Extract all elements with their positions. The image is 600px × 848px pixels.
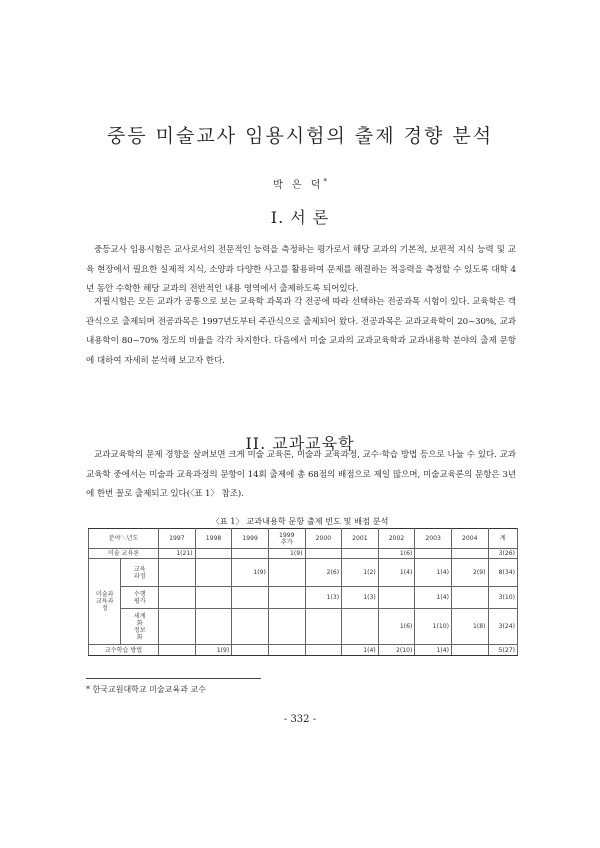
row-label: 교수학습 방법 <box>89 645 159 656</box>
author-footnote-mark: * <box>323 177 327 186</box>
year-header: 2002 <box>378 529 415 549</box>
table-row <box>89 609 518 645</box>
table-cell: 3(24) <box>488 609 517 645</box>
table-cell <box>268 587 305 609</box>
table-cell: 2(6) <box>305 559 342 587</box>
table-cell <box>378 587 415 609</box>
table-cell: 1(9) <box>232 559 269 587</box>
year-header: 1997 <box>159 529 196 549</box>
table-row <box>89 559 518 587</box>
table-cell: 1(3) <box>305 587 342 609</box>
table-cell: 1(4) <box>415 645 452 656</box>
table-cell: 1(3) <box>342 587 379 609</box>
section-heading-pedagogy: II. 교과교육학 <box>245 434 355 453</box>
year-header: 2003 <box>415 529 452 549</box>
section-heading-introduction: I. 서 론 <box>270 208 330 227</box>
table-cell <box>159 609 196 645</box>
table-cell: 1(4) <box>342 645 379 656</box>
table-cell: 5(27) <box>488 645 517 656</box>
table-cell <box>232 587 269 609</box>
table-cell <box>415 549 452 559</box>
table-cell: 1(21) <box>159 549 196 559</box>
row-label: 미술 교육론 <box>89 549 159 559</box>
table-cell <box>305 549 342 559</box>
row-label: 수행 평가 <box>121 587 159 609</box>
table-cell: 1(4) <box>415 587 452 609</box>
paper-title: 중등 미술교사 임용시험의 출제 경향 분석 <box>106 125 494 147</box>
page-number: - 332 - <box>283 714 317 725</box>
table-cell: 8(34) <box>488 559 517 587</box>
table-cell <box>305 609 342 645</box>
footnote: * 한국교원대학교 미술교육과 교수 <box>86 685 206 694</box>
table-cell: 1(4) <box>378 559 415 587</box>
table-cell <box>195 559 232 587</box>
year-header: 2000 <box>305 529 342 549</box>
table-cell <box>159 587 196 609</box>
table-cell: 1(6) <box>378 549 415 559</box>
table-cell <box>195 587 232 609</box>
table-cell: 3(10) <box>488 587 517 609</box>
year-header: 1998 <box>195 529 232 549</box>
table-cell <box>451 587 488 609</box>
table-cell <box>232 609 269 645</box>
total-header: 계 <box>488 529 517 549</box>
table-header-row <box>89 529 518 549</box>
table-cell: 1(2) <box>342 559 379 587</box>
table-row <box>89 587 518 609</box>
year-header: 1999 추가 <box>268 529 305 549</box>
table-row <box>89 645 518 656</box>
author-name: 박 은 덕 <box>273 180 324 191</box>
footnote-rule <box>86 678 261 679</box>
table-cell <box>232 549 269 559</box>
table-cell <box>232 645 269 656</box>
table-cell <box>268 645 305 656</box>
table-cell <box>342 549 379 559</box>
row-label: 세계 화 정보 화 <box>121 609 159 645</box>
table-cell <box>451 645 488 656</box>
table-cell <box>159 645 196 656</box>
table-cell: 2(10) <box>378 645 415 656</box>
year-header: 2001 <box>342 529 379 549</box>
author-line <box>0 176 600 191</box>
table-cell <box>268 559 305 587</box>
row-label: 교육 과정 <box>121 559 159 587</box>
frequency-table <box>88 528 518 656</box>
table-cell: 1(6) <box>378 609 415 645</box>
pedagogy-paragraph-1: 교과교육학의 문제 경향을 살펴보면 크게 미술 교육론, 미술과 교육과정, 교수·학습 방법 등으로 나눌 수 있다. 교과교육학 중에서는 미술과 교육과정의 문항이 14회 출제에 총 68점의 배점으로 제일 많으며, 미술교육론의 문항은 3년에 한번 꼴로 출제되고 있다(〈표 1〉 참조). <box>86 450 516 499</box>
table-cell <box>159 559 196 587</box>
intro-paragraph-2: 지필시험은 모든 교과가 공통으로 보는 교육학 과목과 각 전공에 따라 선택하는 전공과목 시험이 있다. 교육학은 객관식으로 출제되며 전공과목은 1997년도부터 주관식으로 출제되어 왔다. 전공과목은 교과교육학이 20~30%, 교과내용학이 80~70% 정도의 비율을 각각 차지한다. 다음에서 미술 교과의 교과교육학과 교과내용학 분야의 출제 문항에 대하여 자세히 분석해 보고자 한다. <box>86 297 516 366</box>
table-cell <box>305 645 342 656</box>
table-cell <box>342 609 379 645</box>
table-cell: 1(9) <box>268 549 305 559</box>
table-cell: 1(4) <box>415 559 452 587</box>
table-cell: 2(9) <box>451 559 488 587</box>
year-header: 2004 <box>451 529 488 549</box>
table-cell <box>195 549 232 559</box>
table-cell <box>268 609 305 645</box>
group-label: 미술과 교육과 정 <box>89 559 121 645</box>
table-cell: 1(10) <box>415 609 452 645</box>
table-cell: 1(8) <box>451 609 488 645</box>
table-cell: 3(26) <box>488 549 517 559</box>
intro-paragraph-1: 중등교사 임용시험은 교사로서의 전문적인 능력을 측정하는 평가로서 해당 교과의 기본적, 보편적 지식 능력 및 교육 현장에서 필요한 실제적 지식, 소양과 다양한 사고를 활용하여 문제를 해결하는 적응력을 측정할 수 있도록 대학 4년 동안 수학한 해당 교과의 전반적인 내용 영역에서 출제하도록 되어있다. <box>86 245 516 294</box>
year-header: 1999 <box>232 529 269 549</box>
table-row <box>89 549 518 559</box>
table-cell <box>195 609 232 645</box>
table-corner-header: 분야＼년도 <box>89 529 159 549</box>
table-cell: 1(9) <box>195 645 232 656</box>
table-cell <box>451 549 488 559</box>
table-caption: 〈표 1〉 교과내용학 문항 출제 빈도 및 배점 분석 <box>211 516 389 526</box>
